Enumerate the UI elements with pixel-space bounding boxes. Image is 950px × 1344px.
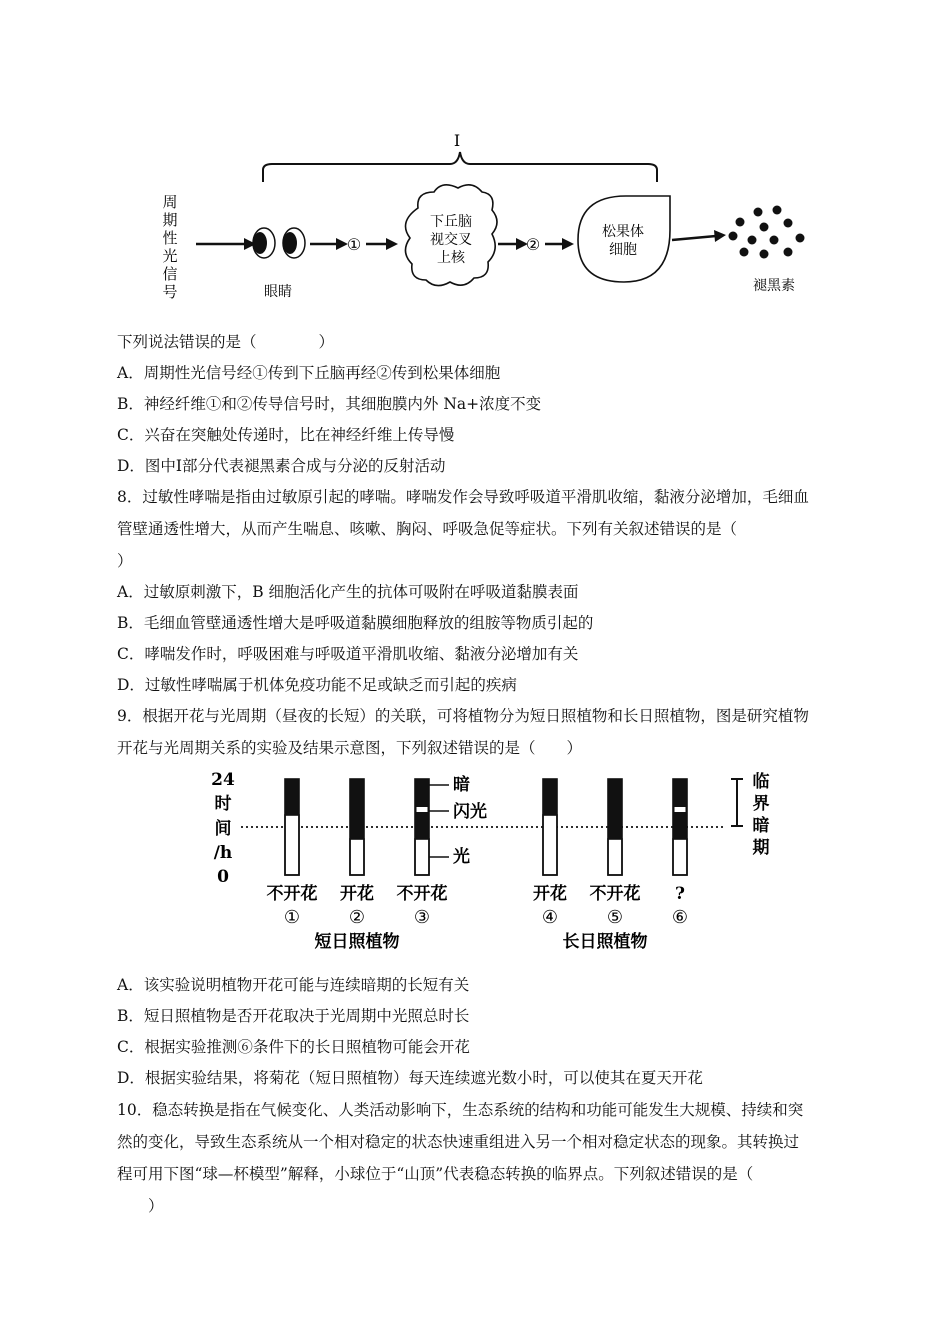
critical-char: 临 [752,772,770,792]
dark-period-bar [350,779,364,839]
critical-dark-bracket [731,779,743,826]
melatonin-pathway-diagram [160,130,820,310]
q7-stem: 下列说法错误的是（ ） [117,333,335,351]
group1-label: 短日照植物 [314,932,400,952]
hypothalamus-line: 视交叉 [430,232,472,248]
flash-mark [675,807,686,812]
light-period-bar [350,839,364,875]
q10-stem-line: 程可用下图“球—杯模型”解释，小球位于“山顶”代表稳态转换的临界点。下列叙述错误的是（ [117,1165,754,1183]
eye-label: 眼睛 [264,284,292,300]
arrow-head [562,238,574,250]
hypothalamus-line: 上核 [437,250,465,266]
bar-number-label: ② [348,907,366,928]
legend-light: 光 [453,847,470,867]
signal-char: 期 [162,211,178,229]
arrow-head [386,238,398,250]
q9-option-c: C．根据实验推测⑥条件下的长日照植物可能会开花 [117,1038,470,1056]
dark-period-bar [608,779,622,839]
bar-result-label: 不开花 [266,884,318,904]
q8-option-a: A．过敏原刺激下，B 细胞活化产生的抗体可吸附在呼吸道黏膜表面 [117,583,579,601]
q10-stem-line: ） [117,1197,164,1215]
q8-stem-line: 8．过敏性哮喘是指由过敏原引起的哮喘。哮喘发作会导致呼吸道平滑肌收缩，黏液分泌增加，毛细血 [117,488,809,506]
hypothalamus-line: 下丘脑 [430,214,472,230]
bar-result-label: 开花 [533,884,567,904]
q10-stem-line: 10．稳态转换是指在气候变化、人类活动影响下，生态系统的结构和功能可能发生大规模、持续和突 [117,1101,804,1119]
legend-dark: 暗 [453,775,470,795]
q8-option-d: D．过敏性哮喘属于机体免疫功能不足或缺乏而引起的疾病 [117,676,517,694]
bar-number-label: ⑤ [606,907,624,928]
bar-result-label: 开花 [340,884,374,904]
y-axis-label-char: /h [213,843,233,863]
y-axis-label-char: 时 [214,794,232,814]
q10-stem-line: 然的变化，导致生态系统从一个相对稳定的状态快速重组进入另一个相对稳定状态的现象。其转换过 [117,1133,800,1151]
bar-result-label: 不开花 [396,884,448,904]
signal-label [162,193,177,301]
brace-bracket [263,152,657,182]
bar-result-label: 不开花 [589,884,641,904]
y-axis-top: 24 [211,770,235,790]
y-axis-bottom: 0 [217,867,229,887]
bar-number-label: ⑥ [671,907,689,928]
q9-option-a: A．该实验说明植物开花可能与连续暗期的长短有关 [117,976,470,994]
bar-result-label: ? [675,884,685,904]
pineal-line: 细胞 [609,242,637,258]
pineal-line: 松果体 [602,224,644,240]
melatonin-label: 褪黑素 [753,278,795,294]
eyes-icon [253,228,305,258]
q8-option-c: C．哮喘发作时，呼吸困难与呼吸道平滑肌收缩、黏液分泌增加有关 [117,645,579,663]
bar-number-label: ③ [413,907,431,928]
light-period-bar [285,815,299,875]
q9-stem-line: 开花与光周期关系的实验及结果示意图，下列叙述错误的是（ ） [117,739,583,757]
brace-label: I [453,131,461,150]
signal-char: 信 [162,265,178,283]
fiber-1-label: ① [346,235,362,254]
bar-number-label: ④ [541,907,559,928]
arrow-head [714,230,726,242]
q9-option-d: D．根据实验结果，将菊花（短日照植物）每天连续遮光数小时，可以使其在夏天开花 [117,1069,703,1087]
q8-option-b: B．毛细血管壁通透性增大是呼吸道黏膜细胞释放的组胺等物质引起的 [117,614,594,632]
fiber-2-label: ② [525,235,541,254]
signal-char: 周 [162,193,178,211]
q7-option-b: B．神经纤维①和②传导信号时，其细胞膜内外 Na+浓度不变 [117,395,542,413]
melatonin-dots-icon [729,206,805,259]
q8-stem-line: 管壁通透性增大，从而产生喘息、咳嗽、胸闷、呼吸急促等症状。下列有关叙述错误的是（ [117,520,738,538]
bar-number-label: ① [283,907,301,928]
dark-period-bar [285,779,299,815]
light-period-bar [673,839,687,875]
light-period-bar [608,839,622,875]
signal-char: 号 [162,283,178,301]
critical-char: 界 [752,794,770,814]
dark-period-bar [543,779,557,815]
light-period-bar [543,815,557,875]
critical-char: 暗 [752,816,770,836]
group2-label: 长日照植物 [562,932,648,952]
light-period-bar [415,839,429,875]
signal-char: 性 [162,229,178,247]
q7-option-c: C．兴奋在突触处传递时，比在神经纤维上传导慢 [117,426,455,444]
q9-stem-line: 9．根据开花与光周期（昼夜的长短）的关联，可将植物分为短日照植物和长日照植物，图是研究植物 [117,707,809,725]
critical-char: 期 [752,838,770,858]
y-axis-label-char: 间 [214,819,232,839]
signal-char: 光 [162,247,178,265]
q7-option-d: D．图中Ⅰ部分代表褪黑素合成与分泌的反射活动 [117,457,446,475]
q8-stem-line: ） [117,552,133,570]
photoperiod-diagram [205,765,785,955]
legend-flash: 闪光 [453,802,487,822]
q7-option-a: A．周期性光信号经①传到下丘脑再经②传到松果体细胞 [117,364,501,382]
flash-mark [417,807,428,812]
q9-option-b: B．短日照植物是否开花取决于光周期中光照总时长 [117,1007,470,1025]
